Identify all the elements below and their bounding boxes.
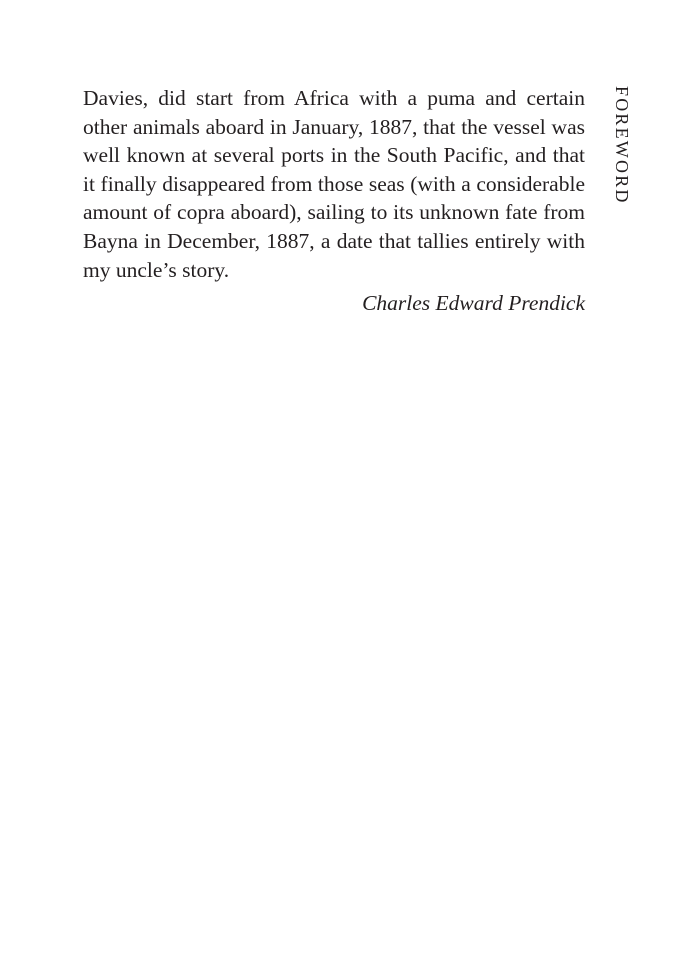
text-block	[83, 84, 585, 318]
signature: Charles Edward Prendick	[362, 291, 585, 316]
body-paragraph: Davies, did start from Africa with a puma and certain other animals aboard in January, 1887, that the vessel was well known at several ports in the South Pacific, and that it finally disappeared from those seas (with a considerable amount of copra aboard), sailing to its unknown fate from Bayna in December, 1887, a date that tallies entirely with my uncle’s story.	[83, 86, 585, 282]
running-head: FOREWORD	[612, 86, 632, 205]
